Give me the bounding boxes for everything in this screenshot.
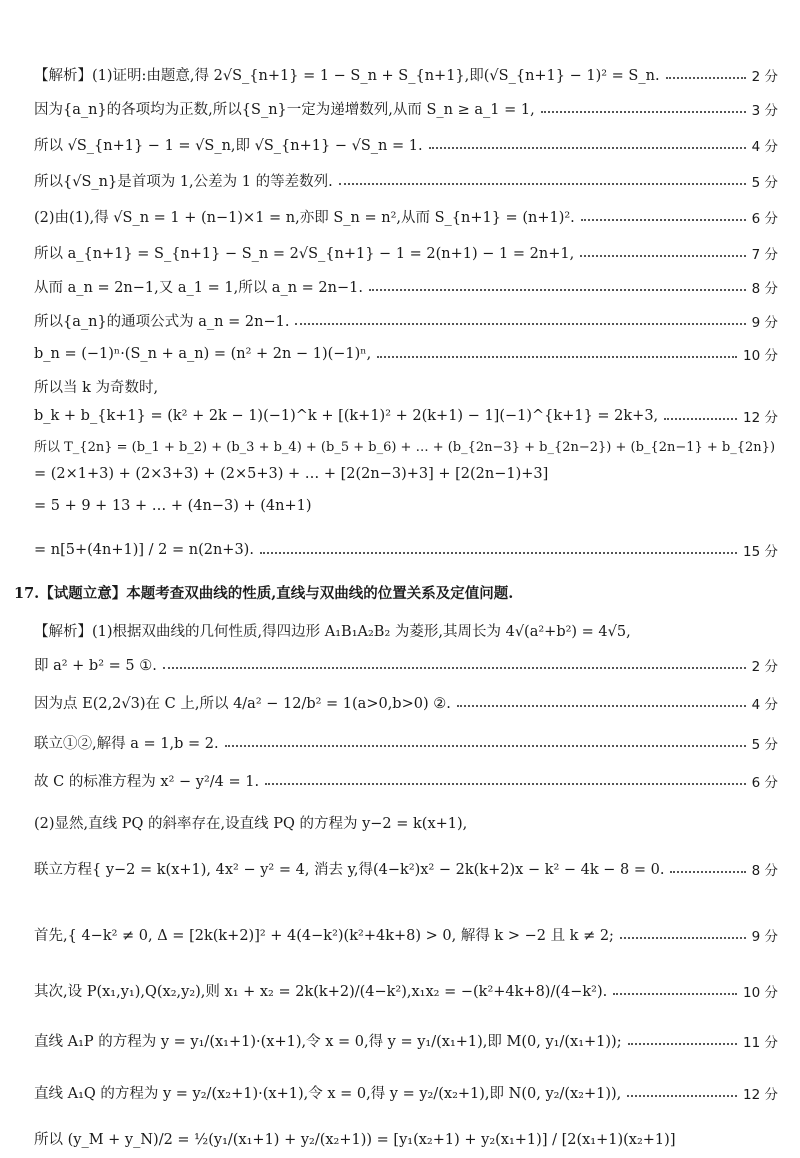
- score-label: 3 分: [751, 102, 778, 119]
- dot-leader: [666, 77, 746, 79]
- dot-leader: [613, 993, 737, 995]
- dot-leader: [295, 323, 745, 325]
- score-label: 15 分: [743, 544, 778, 560]
- dot-leader: [541, 111, 746, 113]
- line-text: 所以{a_n}的通项公式为 a_n = 2n−1.: [34, 314, 290, 330]
- solution-line-28: [34, 1128, 778, 1149]
- line-text: 联立方程{ y−2 = k(x+1), 4x² − y² = 4, 消去 y,得(4−k²)x² − 2k(k+2)x − k² − 4k − 8 = 0.: [34, 862, 665, 878]
- line-text: b_n = (−1)ⁿ·(S_n + a_n) = (n² + 2n − 1)(−1)ⁿ,: [34, 346, 372, 362]
- line-text: = 5 + 9 + 13 + … + (4n−3) + (4n+1): [34, 498, 312, 514]
- score-label: 9 分: [751, 314, 778, 331]
- score-label: 11 分: [743, 1034, 778, 1051]
- dot-leader: [163, 667, 746, 669]
- solution-line-19: [34, 692, 778, 713]
- line-text: 所以{√S_n}是首项为 1,公差为 1 的等差数列.: [34, 174, 333, 190]
- solution-line-3: [34, 134, 778, 155]
- line-text: (2)由(1),得 √S_n = 1 + (n−1)×1 = n,亦即 S_n = n²,从而 S_{n+1} = (n+1)².: [34, 210, 575, 226]
- line-text: 17.【试题立意】本题考查双曲线的性质,直线与双曲线的位置关系及定值问题.: [14, 585, 514, 602]
- line-text: 即 a² + b² = 5 ①.: [34, 658, 157, 674]
- solution-line-5: [34, 206, 778, 227]
- line-text: (2)显然,直线 PQ 的斜率存在,设直线 PQ 的方程为 y−2 = k(x+1),: [34, 816, 468, 832]
- dot-leader: [581, 219, 746, 221]
- score-label: 6 分: [751, 774, 778, 791]
- score-label: 4 分: [751, 696, 778, 713]
- solution-line-25: [34, 980, 778, 1001]
- dot-leader: [339, 183, 746, 185]
- solution-line-7: [34, 276, 778, 297]
- solution-line-11: [34, 406, 778, 426]
- solution-line-23: [34, 858, 778, 879]
- dot-leader: [457, 705, 746, 707]
- line-text: 从而 a_n = 2n−1,又 a_1 = 1,所以 a_n = 2n−1.: [34, 280, 363, 296]
- dot-leader: [580, 255, 745, 257]
- score-label: 8 分: [751, 280, 778, 297]
- line-text: = n[5+(4n+1)] / 2 = n(2n+3).: [34, 542, 254, 558]
- solution-line-9: [34, 344, 778, 364]
- dot-leader: [620, 937, 746, 939]
- score-label: 5 分: [751, 174, 778, 191]
- dot-leader: [628, 1043, 737, 1045]
- score-label: 5 分: [751, 736, 778, 753]
- solution-line-14: [34, 498, 778, 514]
- dot-leader: [627, 1095, 737, 1097]
- solution-line-22: [34, 812, 778, 833]
- line-text: 因为{a_n}的各项均为正数,所以{S_n}一定为递增数列,从而 S_n ≥ a_1 = 1,: [34, 102, 535, 118]
- solution-line-27: [34, 1082, 778, 1103]
- score-label: 10 分: [743, 984, 778, 1001]
- solution-line-2: [34, 98, 778, 119]
- line-text: 所以当 k 为奇数时,: [34, 380, 159, 396]
- solution-line-21: [34, 770, 778, 791]
- score-label: 12 分: [743, 1086, 778, 1103]
- line-text: = (2×1+3) + (2×3+3) + (2×5+3) + … + [2(2n−3)+3] + [2(2n−1)+3]: [34, 466, 549, 482]
- solution-line-4: [34, 170, 778, 191]
- dot-leader: [225, 745, 746, 747]
- dot-leader: [377, 356, 737, 358]
- line-text: 联立①②,解得 a = 1,b = 2.: [34, 736, 219, 752]
- solution-line-1: [34, 64, 778, 85]
- solution-line-10: [34, 376, 778, 397]
- line-text: 所以 T_{2n} = (b_1 + b_2) + (b_3 + b_4) + (b_5 + b_6) + … + (b_{2n−3} + b_{2n−2}) + (b_{2n−1} + b_{2n}): [34, 440, 776, 455]
- dot-leader: [265, 783, 746, 785]
- dot-leader: [369, 289, 746, 291]
- line-text: 因为点 E(2,2√3)在 C 上,所以 4/a² − 12/b² = 1(a>0,b>0) ②.: [34, 696, 451, 712]
- line-text: 【解析】(1)证明:由题意,得 2√S_{n+1} = 1 − S_n + S_{n+1},即(√S_{n+1} − 1)² = S_n.: [34, 68, 660, 84]
- dot-leader: [664, 418, 737, 420]
- score-label: 2 分: [751, 68, 778, 85]
- line-text: 直线 A₁Q 的方程为 y = y₂/(x₂+1)·(x+1),令 x = 0,得 y = y₂/(x₂+1),即 N(0, y₂/(x₂+1)),: [34, 1086, 622, 1102]
- solution-line-20: [34, 732, 778, 753]
- dot-leader: [670, 871, 745, 873]
- line-text: 其次,设 P(x₁,y₁),Q(x₂,y₂),则 x₁ + x₂ = 2k(k+2)/(4−k²),x₁x₂ = −(k²+4k+8)/(4−k²).: [34, 984, 608, 1000]
- line-text: b_k + b_{k+1} = (k² + 2k − 1)(−1)^k + [(k+1)² + 2(k+1) − 1](−1)^{k+1} = 2k+3,: [34, 408, 659, 424]
- solution-line-18: [34, 654, 778, 675]
- solution-line-26: [34, 1030, 778, 1051]
- line-text: 所以 a_{n+1} = S_{n+1} − S_n = 2√S_{n+1} − 1 = 2(n+1) − 1 = 2n+1,: [34, 246, 575, 262]
- solution-line-12: [34, 436, 778, 455]
- score-label: 7 分: [751, 246, 778, 263]
- solution-line-13: [34, 466, 778, 482]
- score-label: 9 分: [751, 928, 778, 945]
- score-label: 4 分: [751, 138, 778, 155]
- line-text: 所以 (y_M + y_N)/2 = ½(y₁/(x₁+1) + y₂/(x₂+1)) = [y₁(x₂+1) + y₂(x₁+1)] / [2(x₁+1)(x₂+1)]: [34, 1132, 676, 1148]
- score-label: 12 分: [743, 410, 778, 426]
- score-label: 2 分: [751, 658, 778, 675]
- line-text: 首先,{ 4−k² ≠ 0, Δ = [2k(k+2)]² + 4(4−k²)(k²+4k+8) > 0, 解得 k > −2 且 k ≠ 2;: [34, 928, 614, 944]
- dot-leader: [429, 147, 746, 149]
- dot-leader: [260, 552, 737, 554]
- solution-line-24: [34, 924, 778, 945]
- line-text: 故 C 的标准方程为 x² − y²/4 = 1.: [34, 774, 260, 790]
- score-label: 10 分: [743, 348, 778, 364]
- score-label: 6 分: [751, 210, 778, 227]
- problem-17-heading: [14, 582, 778, 603]
- solution-line-8: [34, 310, 778, 331]
- solution-line-17: [34, 620, 778, 641]
- solution-line-15: [34, 540, 778, 560]
- line-text: 直线 A₁P 的方程为 y = y₁/(x₁+1)·(x+1),令 x = 0,得 y = y₁/(x₁+1),即 M(0, y₁/(x₁+1));: [34, 1034, 622, 1050]
- line-text: 所以 √S_{n+1} − 1 = √S_n,即 √S_{n+1} − √S_n = 1.: [34, 138, 423, 154]
- line-text: 【解析】(1)根据双曲线的几何性质,得四边形 A₁B₁A₂B₂ 为菱形,其周长为 4√(a²+b²) = 4√5,: [34, 624, 631, 640]
- solution-line-6: [34, 242, 778, 263]
- score-label: 8 分: [751, 862, 778, 879]
